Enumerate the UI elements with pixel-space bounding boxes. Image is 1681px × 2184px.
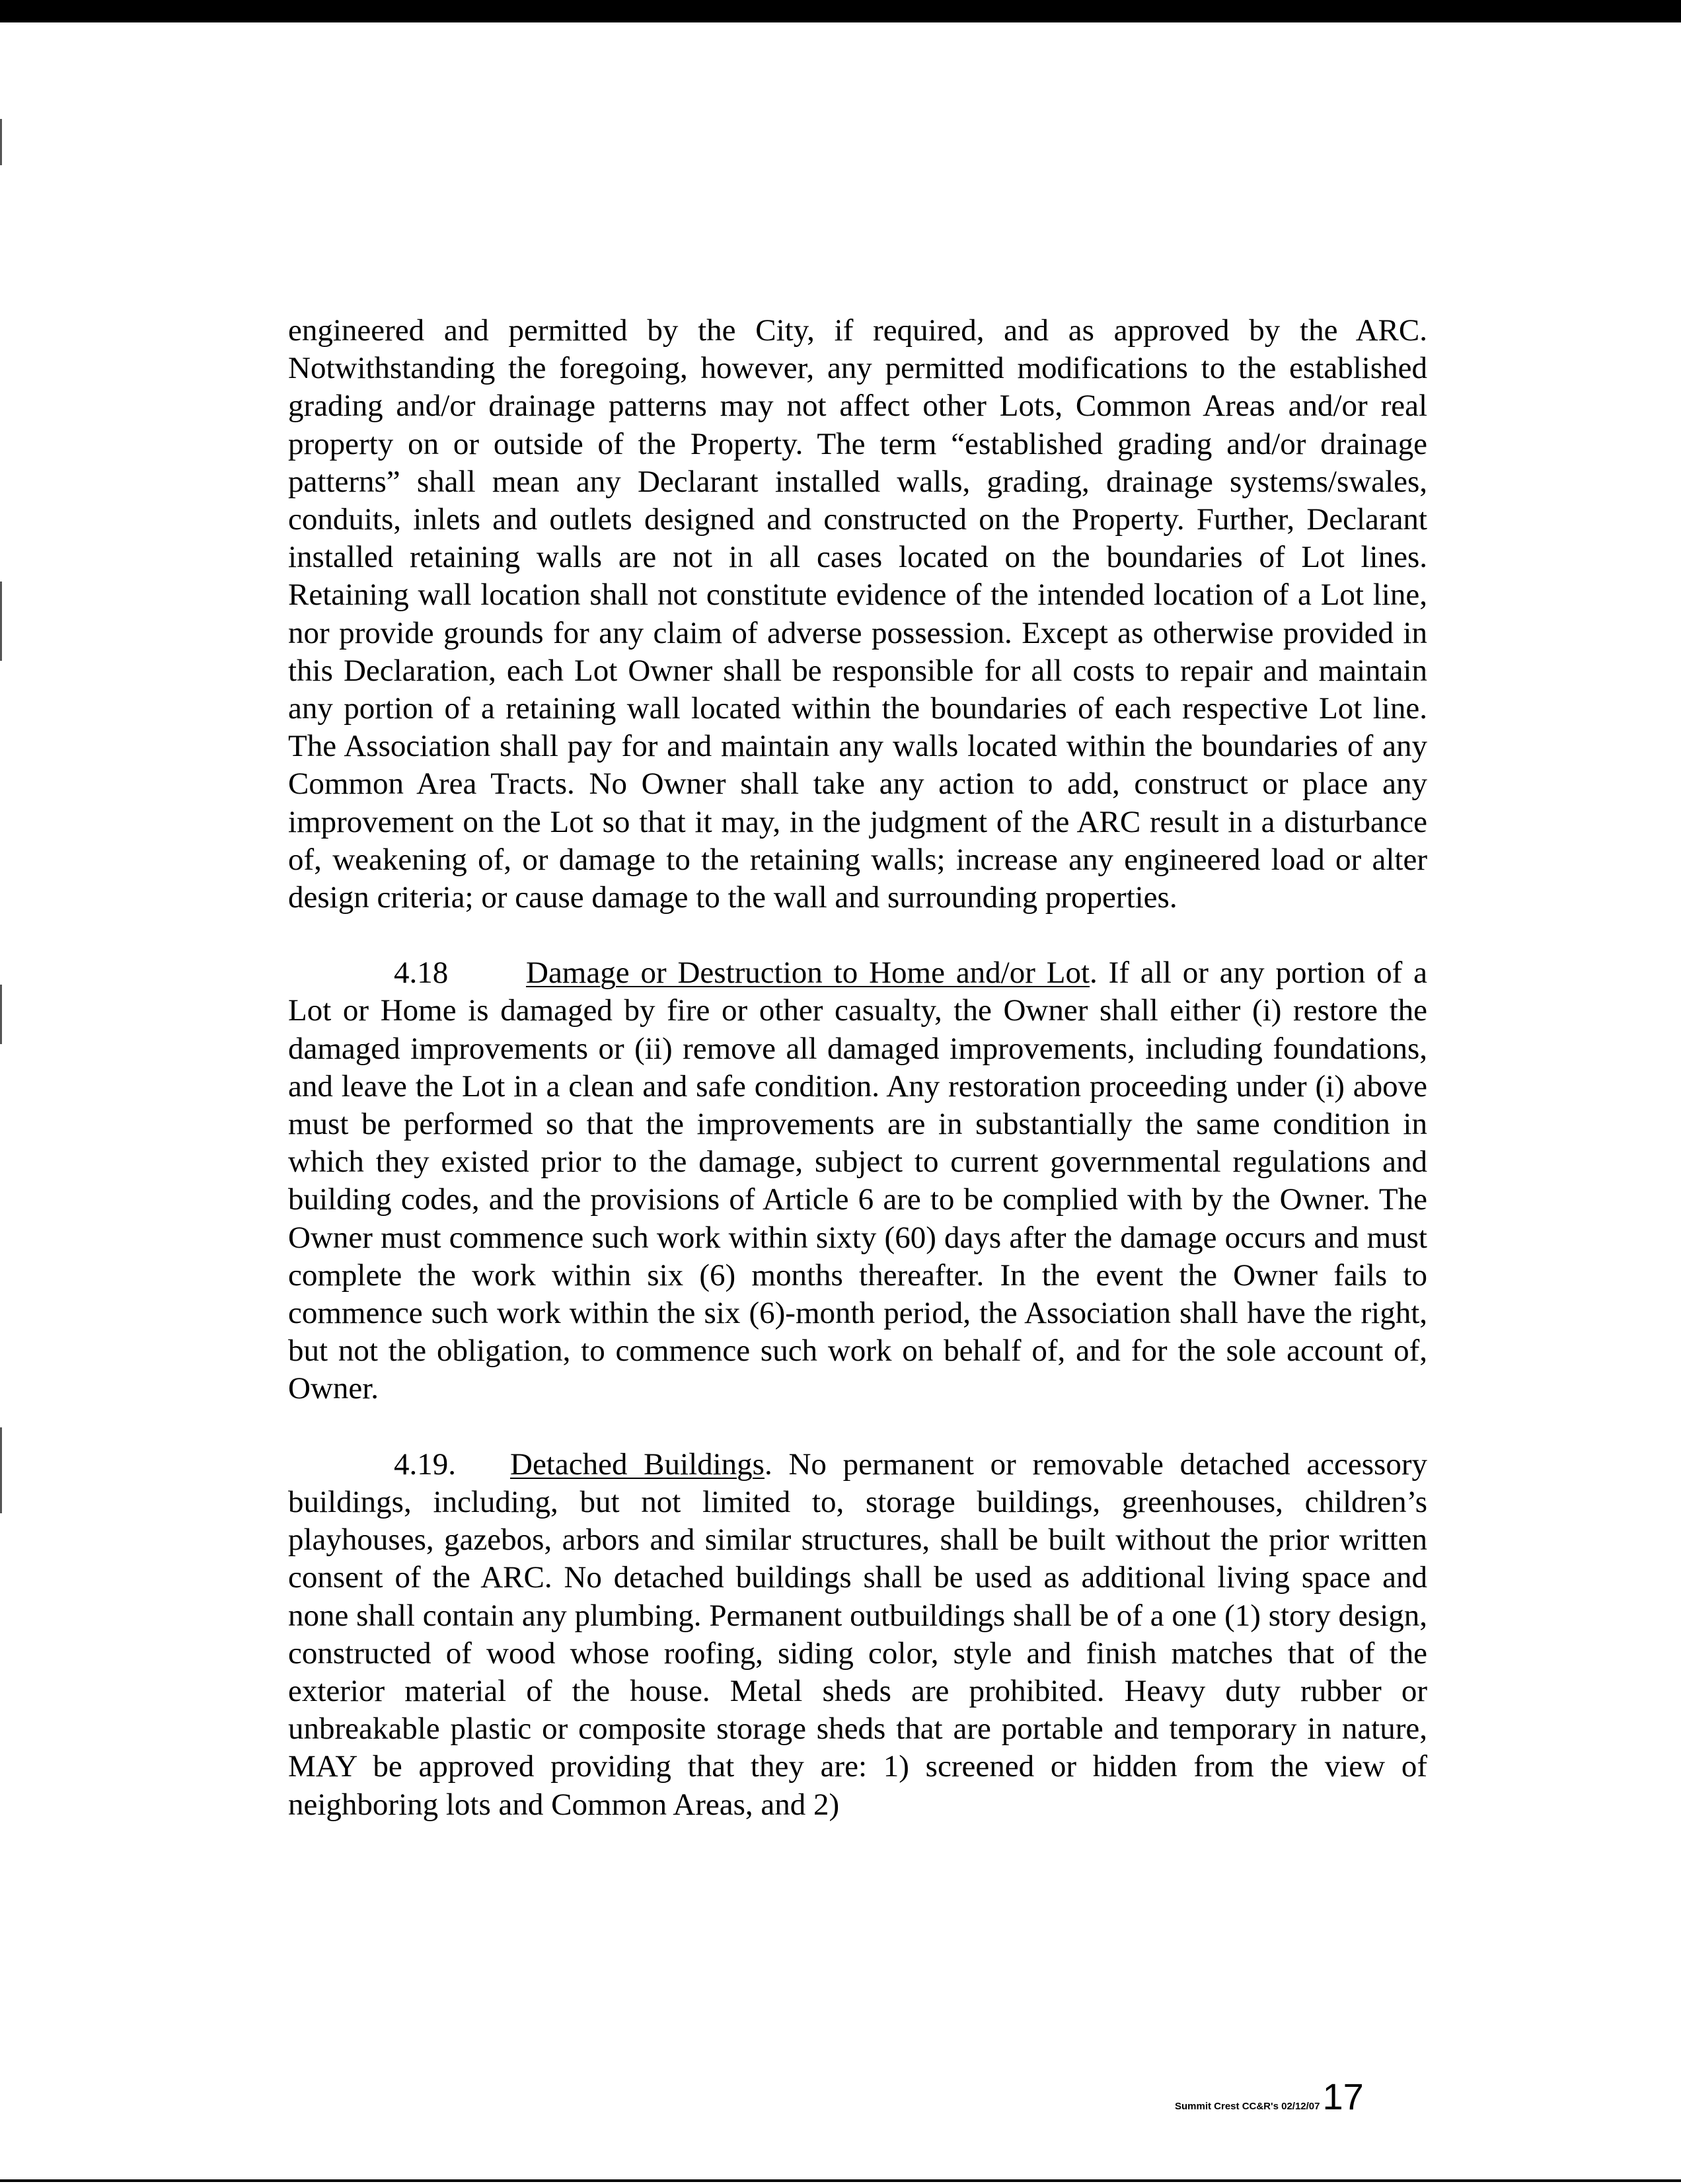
- scan-edge-mark: [0, 1427, 2, 1513]
- section-4-19: [288, 1446, 1427, 1824]
- section-title: Detached Buildings: [510, 1447, 765, 1482]
- section-title-suffix: .: [764, 1447, 772, 1482]
- section-4-18: [288, 954, 1427, 1408]
- scan-edge-mark: [0, 119, 2, 165]
- section-title: Damage or Destruction to Home and/or Lot: [526, 956, 1090, 991]
- scan-top-border: [0, 0, 1681, 22]
- footer-document-label: Summit Crest CC&R's 02/12/07: [1175, 2101, 1320, 2112]
- section-body: If all or any portion of a Lot or Home is damaged by fire or other casualty, the Owner shall either (i) restore the damaged improvements or (ii) remove all damaged improvements, including foundations, and leave the Lot in a clean and safe condition. Any restoration proceeding under (i) above must be performed so that the improvements are in substantially the same condition in which they existed prior to the damage, subject to current governmental regulations and building codes, and the provisions of Article 6 are to be complied with by the Owner. The Owner must commence such work within sixty (60) days after the damage occurs and must complete the work within six (6) months thereafter. In the event the Owner fails to commence such work within the six (6)-month period, the Association shall have the right, but not the obligation, to commence such work on behalf of, and for the sole account of, Owner.: [288, 956, 1428, 1406]
- section-number: 4.19.: [394, 1447, 456, 1482]
- scan-edge-mark: [0, 582, 2, 661]
- section-title-suffix: .: [1090, 956, 1098, 991]
- page-number: 17: [1322, 2076, 1364, 2117]
- scan-edge-mark: [0, 985, 2, 1044]
- page-footer: [1175, 2075, 1364, 2118]
- document-body: [288, 312, 1427, 1824]
- scan-bottom-border: [0, 2179, 1681, 2182]
- section-body: No permanent or removable detached accessory buildings, including, but not limited to, storage buildings, greenhouses, children’s playhouses, gazebos, arbors and similar structures, shall be built without the prior written consent of the ARC. No detached buildings shall be used as additional living space and none shall contain any plumbing. Permanent outbuildings shall be of a one (1) story design, constructed of wood whose roofing, siding color, style and finish matches that of the exterior material of the house. Metal sheds are prohibited. Heavy duty rubber or unbreakable plastic or composite storage sheds that are portable and temporary in nature, MAY be approved providing that they are: 1) screened or hidden from the view of neighboring lots and Common Areas, and 2): [288, 1447, 1427, 1822]
- section-number: 4.18: [394, 956, 449, 991]
- continuation-paragraph: engineered and permitted by the City, if required, and as approved by the ARC. Notwithstanding the foregoing, however, any permitted modifications to the established grading and/or drainage patterns may not affect other Lots, Common Areas and/or real property on or outside of the Property. The term “established grading and/or drainage patterns” shall mean any Declarant installed walls, grading, drainage systems/swales, conduits, inlets and outlets designed and constructed on the Property. Further, Declarant installed retaining walls are not in all cases located on the boundaries of Lot lines. Retaining wall location shall not constitute evidence of the intended location of a Lot line, nor provide grounds for any claim of adverse possession. Except as otherwise provided in this Declaration, each Lot Owner shall be responsible for all costs to repair and maintain any portion of a retaining wall located within the boundaries of each respective Lot line. The Association shall pay for and maintain any walls located within the boundaries of any Common Area Tracts. No Owner shall take any action to add, construct or place any improvement on the Lot so that it may, in the judgment of the ARC result in a disturbance of, weakening of, or damage to the retaining walls; increase any engineered load or alter design criteria; or cause damage to the wall and surrounding properties.: [288, 313, 1427, 915]
